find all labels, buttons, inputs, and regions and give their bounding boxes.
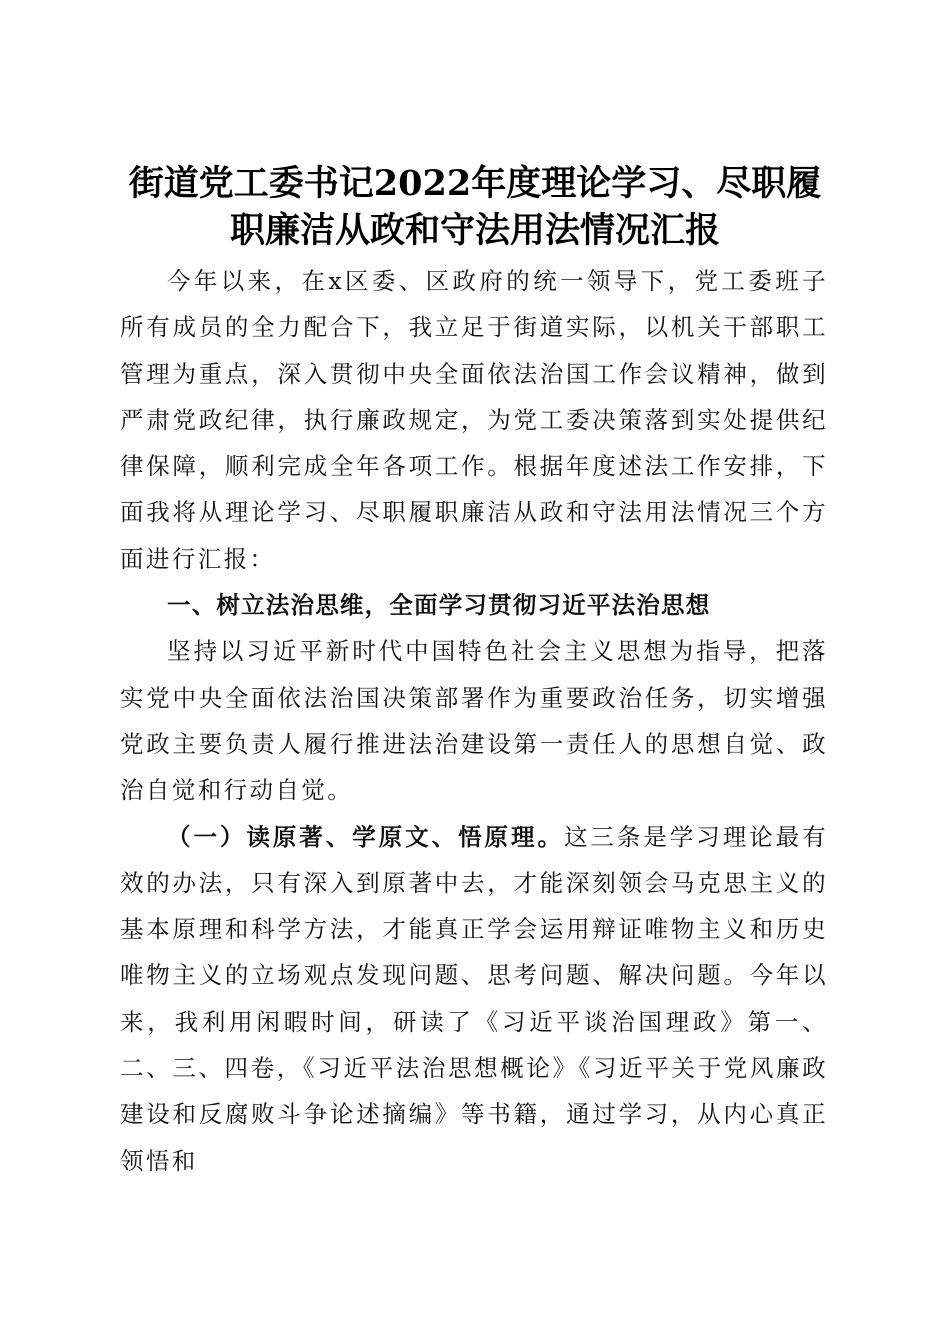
document-title xyxy=(60,160,890,254)
subsection-1-paragraph xyxy=(120,814,828,1184)
intro-paragraph: 今年以来，在x区委、区政府的统一领导下，党工委班子所有成员的全力配合下，我立足于街道实际，以机关干部职工管理为重点，深入贯彻中央全面依法治国工作会议精神，做到严肃党政纪律，执行廉政规定，为党工委决策落到实处提供纪律保障，顺利完成全年各项工作。根据年度述法工作安排，下面我将从理论学习、尽职履职廉洁从政和守法用法情况三个方面进行汇报： xyxy=(120,267,828,573)
title-line-1: 街道党工委书记2022年度理论学习、尽职履 xyxy=(128,163,822,205)
section-1-paragraph: 坚持以习近平新时代中国特色社会主义思想为指导，把落实党中央全面依法治国决策部署作为重要政治任务，切实增强党政主要负责人履行推进法治建设第一责任人的思想自觉、政治自觉和行动自觉。 xyxy=(120,637,828,805)
subsection-1-lead: （一）读原著、学原文、悟原理。 xyxy=(167,822,564,851)
subsection-1-body: 这三条是学习理论最有效的办法，只有深入到原著中去，才能深刻领会马克思主义的基本原理和科学方法，才能真正学会运用辩证唯物主义和历史唯物主义的立场观点发现问题、思考问题、解决问题。今年以来，我利用闲暇时间，研读了《习近平谈治国理政》第一、二、三、四卷，《习近平法治思想概论》《习近平关于党风廉政建设和反腐败斗争论述摘编》等书籍，通过学习，从内心真正领悟和 xyxy=(120,822,828,1175)
title-line-2: 职廉洁从政和守法用法情况汇报 xyxy=(229,210,720,252)
document-body xyxy=(120,258,828,1184)
section-1-heading: 一、树立法治思维，全面学习贯彻习近平法治思想 xyxy=(167,591,711,620)
